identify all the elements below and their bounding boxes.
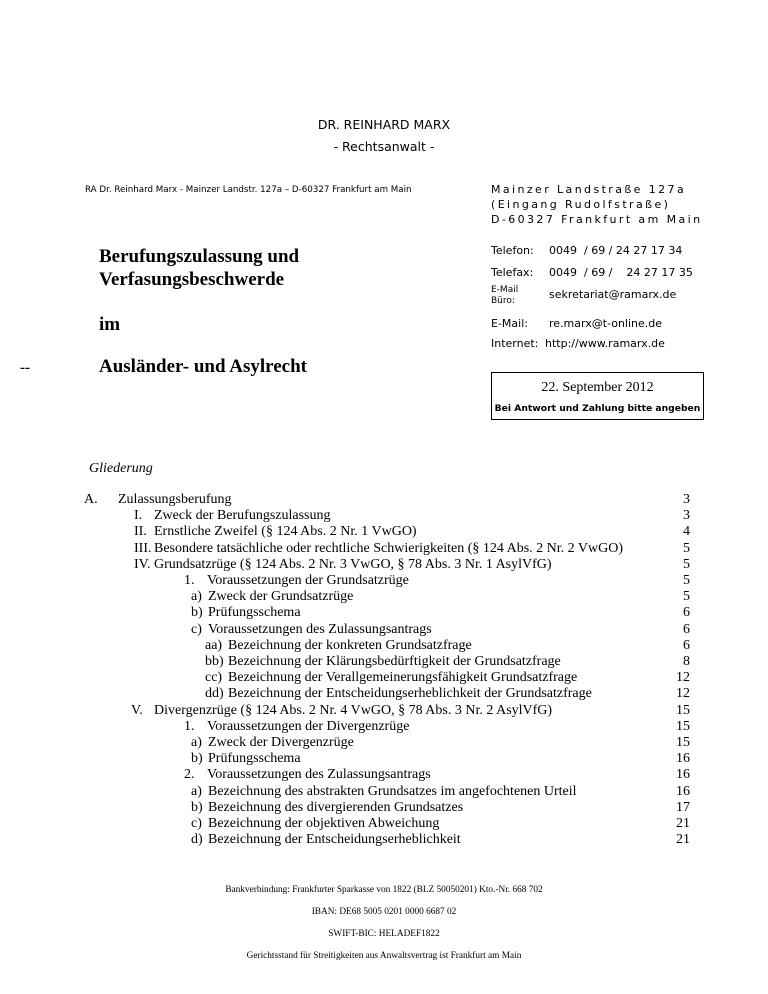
toc-entry-page: 12 [676, 670, 690, 686]
toc-entry-number: II. [134, 524, 147, 540]
toc-entry-title: Voraussetzungen der Grundsatzrüge [207, 573, 409, 588]
toc-entry-title: Bezeichnung der Entscheidungserheblichkeit [208, 832, 461, 848]
title-line-1: Berufungszulassung und [99, 246, 300, 267]
toc-entry-title: Prüfungsschema [208, 605, 301, 621]
reference-note: Bei Antwort und Zahlung bitte angeben [494, 403, 701, 414]
toc-entry-title: Bezeichnung des abstrakten Grundsatzes im angefochtenen Urteil [208, 783, 577, 799]
toc-entry-number: I. [134, 508, 143, 524]
toc-entry-page: 16 [676, 751, 690, 767]
toc-entry-title: Ernstliche Zweifel (§ 124 Abs. 2 Nr. 1 VwGO) [154, 524, 417, 540]
toc-entry[interactable] [84, 784, 690, 800]
toc-entry-page: 21 [676, 832, 690, 848]
toc-entry[interactable] [84, 719, 690, 735]
phone-label: Telefon: [491, 244, 534, 257]
toc-entry[interactable] [84, 832, 690, 848]
toc-entry[interactable] [84, 492, 690, 508]
toc-entry-number: c) [191, 816, 202, 831]
toc-entry-title: Zweck der Berufungszulassung [154, 508, 331, 524]
date-box [491, 372, 704, 420]
toc-entry-number: III. [134, 540, 152, 556]
web-label: Internet: [491, 337, 539, 350]
letter-date: 22. September 2012 [541, 380, 654, 395]
toc-entry[interactable] [84, 508, 690, 524]
toc-entry-page: 5 [683, 540, 690, 556]
address-line-3: D-60327 Frankfurt am Main [491, 213, 703, 226]
footer-court: Gerichtsstand für Streitigkeiten aus Anwaltsvertrag ist Frankfurt am Main [246, 951, 522, 961]
fax-label: Telefax: [491, 266, 534, 279]
toc-entry-title: Besondere tatsächliche oder rechtliche Schwierigkeiten (§ 124 Abs. 2 Nr. 2 VwGO) [154, 540, 623, 556]
toc-entry-title: Zulassungsberufung [118, 492, 232, 507]
toc-entry-number: a) [191, 783, 202, 799]
toc-entry-page: 5 [683, 556, 690, 572]
toc-entry[interactable] [84, 703, 690, 719]
toc-entry[interactable] [84, 605, 690, 621]
toc-entry-number: dd) [205, 686, 224, 702]
toc-heading: Gliederung [89, 461, 153, 476]
toc-entry-number: V. [131, 702, 143, 718]
toc-entry-page: 3 [683, 508, 690, 524]
toc-entry-page: 6 [683, 605, 690, 621]
toc-entry[interactable] [84, 589, 690, 605]
toc-entry-number: bb) [205, 654, 224, 669]
toc-entry[interactable] [84, 524, 690, 540]
title-line-4: Ausländer- und Asylrecht [99, 356, 307, 377]
toc-entry-page: 16 [676, 767, 690, 783]
toc-entry-title: Bezeichnung der Klärungsbedürftigkeit der Grundsatzfrage [228, 654, 561, 669]
toc-entry-title: Divergenzrüge (§ 124 Abs. 2 Nr. 4 VwGO, § 78 Abs. 3 Nr. 2 AsylVfG) [154, 702, 553, 718]
address-line-2: (Eingang Rudolfstraße) [491, 198, 671, 211]
footer-iban: IBAN: DE68 5005 0201 0000 6687 02 [311, 907, 457, 917]
phone-value: 0049 / 69 / 24 27 17 34 [549, 244, 683, 257]
toc-entry-page: 21 [676, 816, 690, 831]
toc-entry-title: Prüfungsschema [208, 751, 301, 767]
toc-entry-page: 5 [683, 573, 690, 588]
toc-entry-title: Bezeichnung der Verallgemeinerungsfähigkeit Grundsatzfrage [228, 670, 578, 686]
toc-entry[interactable] [84, 686, 690, 702]
toc-entry-title: Bezeichnung der objektiven Abweichung [208, 816, 440, 831]
toc-entry-title: Voraussetzungen des Zulassungsantrags [207, 767, 431, 783]
toc-entry-number: b) [191, 751, 203, 767]
toc-entry-page: 12 [676, 686, 690, 702]
toc-entry[interactable] [84, 670, 690, 686]
toc-entry-page: 17 [676, 799, 690, 815]
toc-entry-page: 6 [683, 637, 690, 653]
toc-entry-page: 3 [683, 492, 690, 507]
toc-entry-title: Grundsatzrüge (§ 124 Abs. 2 Nr. 3 VwGO, § 78 Abs. 3 Nr. 1 AsylVfG) [154, 556, 552, 572]
email-label: E-Mail: [491, 317, 528, 330]
toc-entry-number: cc) [205, 670, 223, 686]
toc-entry[interactable] [84, 638, 690, 654]
toc-entry-title: Bezeichnung der konkreten Grundsatzfrage [228, 637, 472, 653]
toc-entry[interactable] [84, 622, 690, 638]
toc-entry-number: d) [191, 832, 203, 848]
email-value[interactable]: re.marx@t-online.de [549, 317, 663, 330]
toc-entry-title: Voraussetzungen des Zulassungsantrags [208, 621, 432, 637]
toc-entry-number: a) [191, 735, 202, 750]
toc-entry-page: 4 [683, 524, 690, 540]
toc-entry[interactable] [84, 800, 690, 816]
toc-entry-title: Voraussetzungen der Divergenzrüge [207, 718, 410, 734]
toc-entry-number: a) [191, 589, 202, 605]
toc-entry[interactable] [84, 573, 690, 589]
toc-entry-page: 16 [676, 783, 690, 799]
footer-swift: SWIFT-BIC: HELADEF1822 [328, 929, 440, 939]
toc-entry-number: b) [191, 799, 203, 815]
email-office-label-2: Büro: [491, 296, 515, 306]
toc-entry-page: 15 [676, 718, 690, 734]
toc-entry-number: b) [191, 605, 203, 621]
toc-entry[interactable] [84, 767, 690, 783]
toc-entry-title: Bezeichnung der Entscheidungserheblichkeit der Grundsatzfrage [228, 686, 592, 702]
toc-entry-number: aa) [205, 637, 223, 653]
toc-entry[interactable] [84, 557, 690, 573]
toc-entry[interactable] [84, 816, 690, 832]
toc-entry-number: 1. [184, 573, 195, 588]
toc-entry-title: Zweck der Grundsatzrüge [208, 589, 354, 605]
toc-entry-number: IV. [134, 556, 151, 572]
author-name: DR. REINHARD MARX [317, 117, 451, 132]
web-value[interactable]: http://www.ramarx.de [545, 337, 665, 350]
footer-bank: Bankverbindung: Frankfurter Sparkasse von 1822 (BLZ 50050201) Kto.-Nr. 668 702 [225, 885, 543, 895]
email-office-value[interactable]: sekretariat@ramarx.de [549, 288, 677, 301]
sender-line: RA Dr. Reinhard Marx - Mainzer Landstr. 127a – D-60327 Frankfurt am Main [85, 185, 412, 195]
toc-entry-page: 8 [683, 654, 690, 669]
toc-entry[interactable] [84, 735, 690, 751]
fax-value: 0049 / 69 / 24 27 17 35 [549, 266, 693, 279]
toc-entry-page: 6 [683, 621, 690, 637]
toc-entry[interactable] [84, 541, 690, 557]
toc-entry-number: A. [84, 492, 98, 507]
toc-entry[interactable] [84, 751, 690, 767]
toc-entry-page: 5 [683, 589, 690, 605]
title-dash: -- [20, 360, 30, 376]
toc-entry[interactable] [84, 654, 690, 670]
toc-entry-page: 15 [676, 702, 690, 718]
title-line-2: Verfasungsbeschwerde [99, 269, 285, 290]
toc-entry-title: Zweck der Divergenzrüge [208, 735, 354, 750]
toc-entry-number: 1. [184, 718, 195, 734]
toc-entry-title: Bezeichnung des divergierenden Grundsatzes [208, 799, 464, 815]
email-office-label-1: E-Mail [491, 285, 519, 295]
title-line-3: im [99, 314, 121, 335]
toc-entry-number: c) [191, 621, 202, 637]
toc-entry-number: 2. [184, 767, 195, 783]
author-profession: - Rechtsanwalt - [333, 139, 435, 154]
toc-entry-page: 15 [676, 735, 690, 750]
address-line-1: Mainzer Landstraße 127a [491, 183, 687, 196]
